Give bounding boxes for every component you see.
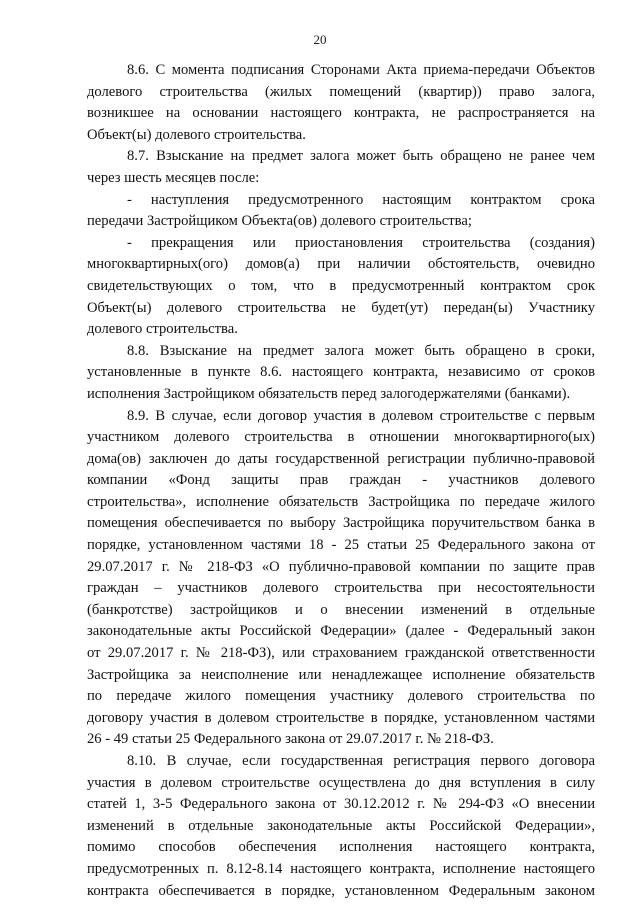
text-line: предусмотренных п. 8.12-8.14 настоящего контракта, исполнение настоящего (87, 860, 595, 877)
text-line: от 29.07.2017 г. № 218-ФЗ), или страхованием гражданской ответственности (87, 645, 595, 662)
text-line: граждан – участников долевого строительства при несостоятельности (87, 580, 595, 597)
text-line: (банкротстве) застройщиков и о внесении изменений в отдельные (87, 601, 595, 618)
text-line: компании «Фонд защиты прав граждан - участников долевого (87, 472, 595, 489)
text-line: договору участия в долевом строительстве в порядке, установленном частями (87, 709, 595, 726)
text-line: изменений в отдельные законодательные акты Российской Федерации», (87, 817, 595, 834)
text-line: свидетельствующих о том, что в предусмотренный контрактом срок (87, 277, 595, 294)
text-line: через шесть месяцев после: (87, 169, 260, 186)
text-line: Объект(ы) долевого строительства не будет(ут) передан(ы) Участнику (87, 299, 595, 316)
text-line: порядке, установленном частями 18 - 25 статьи 25 Федерального закона от (87, 537, 595, 554)
text-line: строительства», исполнение обязательств Застройщика по передаче жилого (87, 493, 595, 510)
text-line: помимо способов обеспечения исполнения настоящего контракта, (87, 839, 595, 856)
text-line: Объект(ы) долевого строительства. (87, 126, 306, 143)
contract-text-body (87, 60, 595, 902)
text-line: возникшее на основании настоящего контракта, не распространяется на (87, 105, 595, 122)
text-line: 8.10. В случае, если государственная регистрация первого договора (127, 753, 595, 769)
text-line: - прекращения или приостановления строительства (создания) (127, 234, 595, 251)
text-line: дома(ов) заключен до даты государственной регистрации публично-правовой (87, 450, 595, 467)
text-line: 26 - 49 статьи 25 Федерального закона от 29.07.2017 г. № 218-ФЗ. (87, 731, 494, 748)
text-line: законодательные акты Российской Федерации» (далее - Федеральный закон (87, 623, 595, 640)
text-line: многоквартирных(ого) домов(а) при наличии обстоятельств, очевидно (87, 256, 595, 273)
text-line: участия в долевом строительстве осуществлена до дня вступления в силу (87, 774, 595, 791)
text-line: Застройщика за неисполнение или ненадлежащее исполнение обязательств (87, 666, 595, 683)
text-line: установленные в пункте 8.6. настоящего контракта, независимо от сроков (87, 364, 595, 381)
text-line: по передаче жилого помещения участнику долевого строительства по (87, 688, 595, 705)
text-line: 8.9. В случае, если договор участия в долевом строительстве с первым (127, 407, 595, 424)
text-line: 8.6. С момента подписания Сторонами Акта приема-передачи Объектов (127, 62, 595, 78)
text-line: контракта обеспечивается в порядке, установленном Федеральным законом (87, 882, 595, 899)
text-line: долевого строительства (жилых помещений (квартир)) право залога, (87, 83, 595, 100)
text-line: 8.8. Взыскание на предмет залога может быть обращено в сроки, (127, 342, 595, 359)
text-line: помещения обеспечивается по выбору Застройщика поручительством банка в (87, 515, 595, 532)
text-line: - наступления предусмотренного настоящим контрактом срока (127, 191, 595, 208)
text-line: 29.07.2017 г. № 218-ФЗ «О публично-правовой компании по защите прав (87, 558, 595, 575)
text-line: статей 1, 3-5 Федерального закона от 30.12.2012 г. № 294-ФЗ «О внесении (87, 796, 595, 813)
page-number: 20 (313, 32, 327, 47)
text-line: долевого строительства. (87, 321, 238, 338)
text-line: исполнения Застройщиком обязательств перед залогодержателями (банками). (87, 385, 571, 402)
text-line: передачи Застройщиком Объекта(ов) долевого строительства; (87, 213, 472, 230)
text-line: 8.7. Взыскание на предмет залога может быть обращено не ранее чем (127, 148, 595, 165)
text-line: участником долевого строительства в отношении многоквартирного(ых) (87, 429, 595, 446)
